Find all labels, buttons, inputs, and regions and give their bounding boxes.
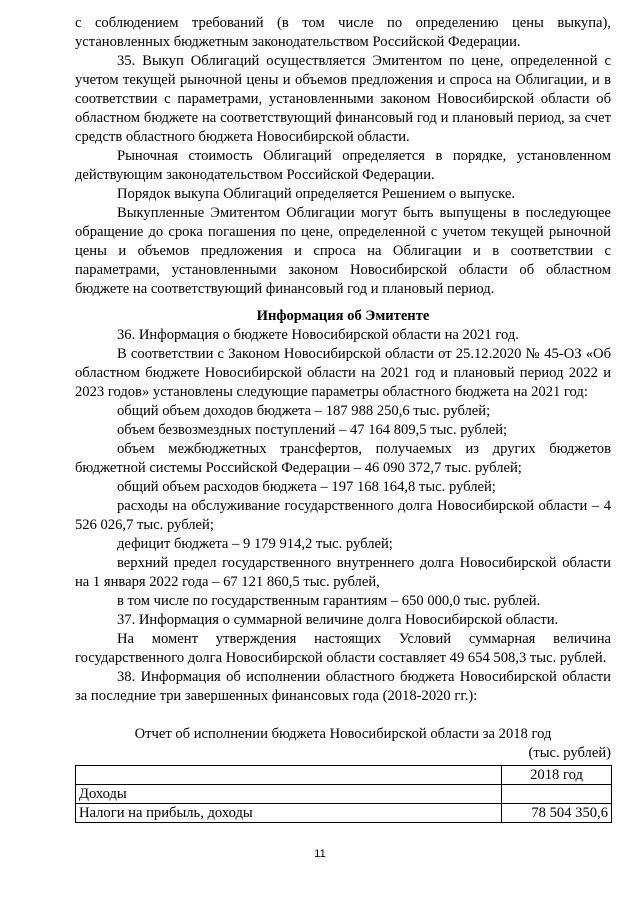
paragraphs-bottom	[75, 326, 611, 706]
header-year-cell: 2018 год	[502, 766, 612, 785]
paragraph: в том числе по государственным гарантиям – 650 000,0 тыс. рублей.	[117, 593, 541, 609]
table-row	[76, 804, 612, 823]
paragraph: объем межбюджетных трансфертов, получаемых из других бюджетов бюджетной системы Российской Федерации – 46 090 372,7 тыс. рублей;	[75, 441, 611, 476]
report-caption: Отчет об исполнении бюджета Новосибирской области за 2018 год	[134, 726, 552, 742]
paragraph: расходы на обслуживание государственного долга Новосибирской области – 4 526 026,7 тыс. рублей;	[75, 498, 611, 533]
row-label-cell: Доходы	[76, 785, 502, 804]
paragraph: Выкупленные Эмитентом Облигации могут быть выпущены в последующее обращение до срока погашения по цене, определенной с учетом текущей рыночной цены и объемов предложения и спроса на Облигации и в соответствии с параметрами, установленными законом Новосибирской области об областном бюджете на соответствующий финансовый год и плановый период.	[75, 205, 611, 297]
page-number: 11	[314, 848, 326, 860]
paragraph: общий объем доходов бюджета – 187 988 250,6 тыс. рублей;	[117, 403, 491, 419]
report-unit: (тыс. рублей)	[528, 745, 611, 761]
paragraph: с соблюдением требований (в том числе по определению цены выкупа), установленных бюджетным законодательством Российской Федерации.	[75, 15, 611, 50]
row-label-cell: Налоги на прибыль, доходы	[76, 804, 502, 823]
section-heading: Информация об Эмитенте	[256, 308, 430, 324]
paragraph: дефицит бюджета – 9 179 914,2 тыс. рублей;	[117, 536, 393, 552]
paragraph: 37. Информация о суммарной величине долга Новосибирской области.	[117, 612, 559, 628]
budget-report-table	[75, 765, 612, 823]
paragraph: Порядок выкупа Облигаций определяется Решением о выпуске.	[117, 186, 515, 202]
row-value-cell	[502, 785, 612, 804]
paragraph: верхний предел государственного внутреннего долга Новосибирской области на 1 января 2022 года – 67 121 860,5 тыс. рублей,	[75, 555, 611, 590]
paragraph: 38. Информация об исполнении областного бюджета Новосибирской области за последние три завершенных финансовых года (2018-2020 гг.):	[75, 669, 611, 704]
paragraph: 35. Выкуп Облигаций осуществляется Эмитентом по цене, определенной с учетом текущей рыночной цены и объемов предложения и спроса на Облигации, и в соответствии с параметрами, установленными законом Новосибирской области об областном бюджете на соответствующий финансовый год и плановый период, за счет средств областного бюджета Новосибирской области.	[75, 53, 611, 145]
paragraph: На момент утверждения настоящих Условий суммарная величина государственного долга Новосибирской области составляет 49 654 508,3 тыс. рублей.	[75, 631, 611, 666]
page-content	[75, 14, 611, 823]
header-label-cell	[76, 766, 502, 785]
paragraphs-top	[75, 14, 611, 299]
paragraph: объем безвозмездных поступлений – 47 164 809,5 тыс. рублей;	[117, 422, 508, 438]
paragraph: Рыночная стоимость Облигаций определяется в порядке, установленном действующим законодательством Российской Федерации.	[75, 148, 611, 183]
table-header-row	[76, 766, 612, 785]
table-row	[76, 785, 612, 804]
paragraph: В соответствии с Законом Новосибирской области от 25.12.2020 № 45-ОЗ «Об областном бюджете Новосибирской области на 2021 год и плановый период 2022 и 2023 годов» установлены следующие параметры областного бюджета на 2021 год:	[75, 346, 611, 400]
paragraph: общий объем расходов бюджета – 197 168 164,8 тыс. рублей;	[117, 479, 496, 495]
row-value-cell: 78 504 350,6	[502, 804, 612, 823]
paragraph: 36. Информация о бюджете Новосибирской области на 2021 год.	[117, 327, 519, 343]
